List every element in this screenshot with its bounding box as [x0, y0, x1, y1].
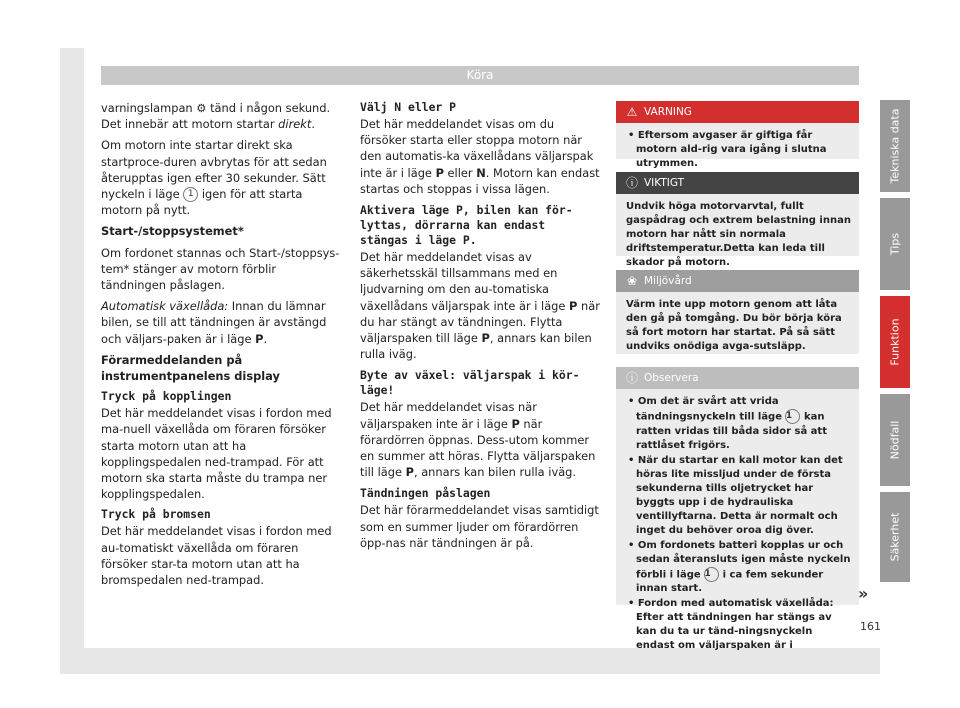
environment-box	[616, 270, 859, 354]
emphasis: Automatisk växellåda:	[101, 299, 229, 314]
paragraph: Om fordonet stannas och Start-/stoppsys-tem* stänger av motorn förblir tändningen påslagen.	[101, 245, 340, 293]
message-heading: Tryck på kopplingen	[101, 389, 232, 404]
warning-text	[616, 123, 859, 179]
page-number: 161	[860, 620, 881, 633]
sidebar-tab-label: Tekniska data	[888, 108, 902, 184]
paragraph	[101, 298, 341, 347]
text: .	[263, 331, 268, 346]
bullet-item: • Eftersom avgaser är giftiga får motorn ald-rig vara igång i slutna utrymmen.	[628, 130, 827, 169]
bullet-item: • Fordon med automatisk växellåda: Efter att tändningen har stängs av kan du ta ur tänd-ningsnyckeln endast om väljarspaken är i	[628, 598, 834, 651]
sidebar-tab-sakerhet[interactable]	[880, 492, 910, 582]
text: Innan du lämnar bilen, se till att tändningen är avstängd och väljars-paken är i läge	[101, 299, 327, 346]
message-heading: Byte av växel: väljarspak i kör-läge!	[360, 368, 580, 398]
bullet-item: • Om det är svårt att vrida tändningsnyckeln till läge 1 kan ratten vridas till båda sidor så att rattlåset frigörs.	[628, 396, 827, 451]
warning-title: VARNING	[644, 106, 692, 118]
paragraph: Det här förarmeddelandet visas samtidigt som en summer ljuder om förardörren öpp-nas när tändningen är på.	[360, 503, 599, 550]
text: Om motorn inte startar direkt ska startproce-duren avbrytas för att sedan återupptas igen efter 30 sekunder. Sätt nyckeln i läge	[101, 138, 327, 202]
position-1-badge: 1	[704, 567, 719, 582]
text: , annars kan bilen rulla iväg.	[360, 331, 592, 362]
important-title: VIKTIGT	[644, 177, 685, 189]
sidebar-tab-label: Tips	[888, 232, 902, 256]
leaf-icon: ❀	[626, 274, 638, 288]
text: Det här meddelandet visas när väljarspaken inte är i läge	[360, 400, 537, 431]
sidebar-tab-label: Säkerhet	[888, 512, 902, 562]
page-header	[101, 66, 859, 85]
paragraph	[101, 137, 341, 218]
paragraph: Det här meddelandet visas i fordon med ma-nuell växellåda om föraren försöker starta motorn utan att ha kopplingspedalen ned-trampad. För att motorn ska starta måste du trampa ner kopplingspedalen.	[101, 406, 332, 502]
text: .	[311, 117, 315, 132]
sidebar-tab-tekniska-data[interactable]	[880, 100, 910, 192]
section-heading: Förarmeddelanden på instrumentpanelens display	[101, 352, 280, 384]
environment-title: Miljövård	[644, 275, 692, 287]
sidebar-tab-label: Nödfall	[888, 420, 902, 460]
text: Det här meddelandet visas av säkerhetsskäl tillsammans med en ljudvarning om den au-tomatiska växellådans väljarspak inte är i läge	[360, 250, 570, 313]
emphasis: direkt	[278, 117, 312, 132]
note-text	[616, 389, 859, 661]
text: eller	[443, 165, 477, 180]
position-1-badge: 1	[785, 409, 800, 424]
header-title: Köra	[466, 68, 494, 82]
message-heading: Tändningen påslagen	[360, 486, 491, 501]
sidebar-tab-nodfall[interactable]	[880, 394, 910, 486]
bullet-item: • Om fordonets batteri kopplas ur och sedan återansluts igen måste nyckeln förbli i läge 1 i ca fem sekunder innan start.	[628, 539, 851, 594]
text: . Motorn kan endast startas och stoppas i vissa lägen.	[360, 165, 600, 196]
message-heading: Tryck på bromsen	[101, 507, 211, 522]
paragraph	[360, 399, 600, 480]
important-box	[616, 172, 859, 268]
text: Eftersom avgaser är giftiga får motorn ald-rig vara igång i slutna utrymmen.	[636, 130, 827, 169]
section-heading: Start-/stoppsystemet*	[101, 224, 244, 239]
note-box	[616, 367, 859, 651]
warning-header	[616, 101, 859, 123]
info-circle-icon: ⓘ	[625, 176, 638, 190]
text: i ca fem sekunder innan start.	[636, 569, 824, 594]
note-header	[616, 367, 859, 389]
sidebar-tab-label: Funktion	[888, 318, 902, 366]
bold-text: P	[481, 331, 490, 346]
warning-box	[616, 101, 859, 169]
important-header	[616, 172, 859, 194]
paragraph: Det här meddelandet visas i fordon med au-tomatiskt växellåda om föraren försöker star-ta motorn utan att ha bromspedalen ned-trampad.	[101, 524, 332, 588]
text: Det här meddelandet visas om du försöker starta eller stoppa motorn när den automatis-ka växellådans väljarspak inte är i läge	[360, 117, 594, 180]
message-heading: Välj N eller P	[360, 100, 457, 114]
info-icon: ⓘ	[625, 371, 638, 385]
text: Fordon med automatisk växellåda: Efter att tändningen har stängs av kan du ta ur tänd-ningsnyckeln endast om väljarspaken är i	[636, 598, 834, 651]
text: Om det är svårt att vrida tändningsnyckeln till läge	[636, 396, 786, 423]
page-frame-left	[60, 48, 84, 660]
note-title: Observera	[644, 372, 699, 384]
continue-arrow-icon: »	[858, 584, 869, 603]
environment-header	[616, 270, 859, 292]
bold-text: P	[511, 416, 520, 431]
text: kan ratten vridas till båda sidor så att rattlåset frigörs.	[636, 411, 827, 451]
paragraph	[101, 100, 341, 132]
bold-text: N	[476, 165, 486, 180]
text: När du startar en kall motor kan det höras lite missljud under de första sekunderna tills oljetrycket har byggts upp i de hydrauliska ventillyftarna. Detta är normalt och inget du behöver oroa dig över.	[636, 454, 843, 536]
paragraph	[360, 116, 600, 197]
sidebar-tab-tips[interactable]	[880, 198, 910, 290]
text: igen för att starta motorn på nytt.	[101, 187, 303, 218]
column-left	[101, 100, 341, 593]
important-text: Undvik höga motorvarvtal, fullt gaspådrag och extrem belastning innan motorn har nått sin normala driftstemperatur.Detta kan leda till skador på motorn.	[626, 201, 851, 268]
bold-text: P	[405, 465, 414, 480]
position-1-badge: 1	[183, 187, 198, 202]
environment-text: Värm inte upp motorn genom att låta den gå på tomgång. Du bör börja köra så fort motorn har startat. På så sätt undviks onödiga avga-sutsläpp.	[626, 299, 842, 352]
text: varningslampan ⚙ tänd i någon sekund. Det innebär att motorn startar	[101, 101, 331, 132]
paragraph	[360, 249, 600, 362]
warning-triangle-icon: ⚠	[626, 105, 638, 119]
bold-text: P	[255, 331, 264, 346]
message-heading: Aktivera läge P, bilen kan för-lyttas, dörrarna kan endast stängas i läge P.	[360, 203, 573, 248]
column-middle	[360, 100, 600, 556]
text: , annars kan bilen rulla iväg.	[413, 465, 577, 480]
text: när förardörren öppnas. Dess-utom kommer en summer att höras. Flytta väljarspaken till läge	[360, 416, 596, 480]
bold-text: P	[435, 165, 444, 180]
bold-text: P	[569, 298, 578, 313]
bullet-item: • När du startar en kall motor kan det höras lite missljud under de första sekunderna tills oljetrycket har byggts upp i de hydrauliska ventillyftarna. Detta är normalt och inget du behöver oroa dig över.	[628, 454, 843, 536]
text: när du har stängt av tändningen. Flytta väljarspaken till läge	[360, 298, 600, 346]
sidebar-tab-funktion[interactable]	[880, 296, 910, 388]
text: Om fordonets batteri kopplas ur och sedan återansluts igen måste nyckeln förbli i läge	[636, 539, 851, 580]
